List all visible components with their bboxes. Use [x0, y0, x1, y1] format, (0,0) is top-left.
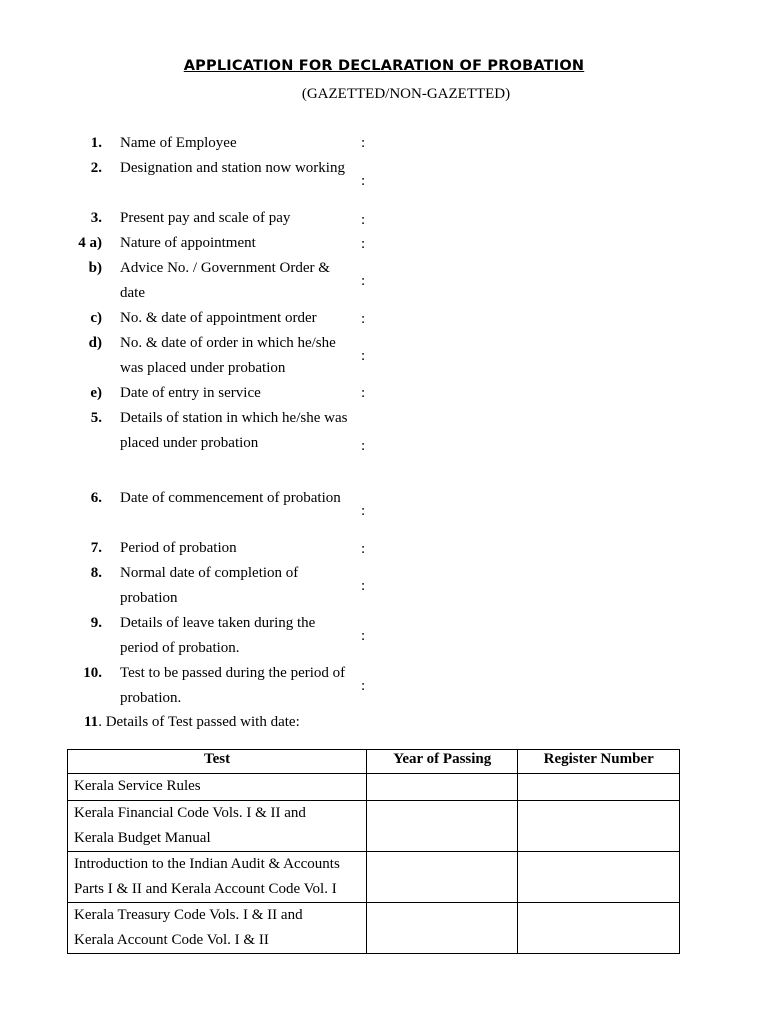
field-row-4c [0, 306, 768, 331]
test-name-cell: Kerala Treasury Code Vols. I & II and Kerala Account Code Vol. I & II [68, 903, 367, 954]
year-cell [367, 852, 518, 903]
field-number: c) [90, 310, 102, 326]
field-label: Details of leave taken during the period of probation. [120, 615, 316, 656]
field-number: d) [88, 335, 102, 351]
field-number: 7. [90, 540, 102, 556]
field-row-6 [0, 486, 768, 536]
field-label: Normal date of completion of probation [120, 565, 299, 606]
field-label: Designation and station now working [120, 160, 345, 176]
field-row-3 [0, 206, 768, 231]
field-colon: : [361, 311, 366, 327]
tests-table [67, 749, 680, 954]
field-colon: : [361, 578, 366, 594]
field-row-10 [0, 661, 768, 711]
register-cell [518, 852, 680, 903]
item-11-text: . Details of Test passed with date: [98, 714, 300, 730]
field-colon: : [361, 273, 366, 289]
field-number: e) [90, 385, 102, 401]
form-subtitle: (GAZETTED/NON-GAZETTED) [301, 86, 511, 102]
field-colon: : [361, 173, 366, 189]
field-row-2 [0, 156, 768, 206]
field-label: No. & date of order in which he/she was placed under probation [120, 335, 336, 376]
field-colon: : [361, 135, 366, 151]
field-label: Period of probation [120, 540, 237, 556]
register-cell [518, 903, 680, 954]
field-row-4d [0, 331, 768, 381]
test-name-cell: Introduction to the Indian Audit & Accounts Parts I & II and Kerala Account Code Vol. I [68, 852, 367, 903]
field-label: No. & date of appointment order [120, 310, 317, 326]
field-number: 5. [90, 410, 102, 426]
field-label: Name of Employee [120, 135, 237, 151]
field-number: 10. [83, 665, 102, 681]
field-label: Details of station in which he/she was placed under probation [120, 410, 348, 451]
field-label: Date of entry in service [120, 385, 261, 401]
field-row-5 [0, 406, 768, 481]
field-number: 4 a) [78, 235, 102, 251]
field-number: 8. [90, 565, 102, 581]
field-colon: : [361, 236, 366, 252]
table-header-row [68, 750, 680, 774]
field-number: 1. [90, 135, 102, 151]
column-header-register: Register Number [518, 750, 680, 774]
item-11-number: 11 [84, 714, 99, 730]
field-colon: : [361, 678, 366, 694]
field-row-1 [0, 131, 768, 156]
table-row [68, 774, 680, 801]
field-colon: : [361, 541, 366, 557]
column-header-test: Test [68, 750, 367, 774]
field-row-9 [0, 611, 768, 661]
field-number: 9. [90, 615, 102, 631]
field-number: b) [88, 260, 102, 276]
field-row-4a [0, 231, 768, 256]
table-row [68, 801, 680, 852]
field-colon: : [361, 438, 366, 454]
field-label: Nature of appointment [120, 235, 256, 251]
field-row-4e [0, 381, 768, 406]
field-label: Date of commencement of probation [120, 490, 341, 506]
field-number: 2. [90, 160, 102, 176]
field-label: Present pay and scale of pay [120, 210, 291, 226]
field-row-4b [0, 256, 768, 306]
table-row [68, 903, 680, 954]
field-label: Advice No. / Government Order & date [120, 260, 330, 301]
field-row-8 [0, 561, 768, 611]
year-cell [367, 903, 518, 954]
year-cell [367, 801, 518, 852]
field-row-7 [0, 536, 768, 561]
field-colon: : [361, 385, 366, 401]
form-title: APPLICATION FOR DECLARATION OF PROBATION [183, 58, 585, 74]
field-colon: : [361, 348, 366, 364]
field-colon: : [361, 628, 366, 644]
field-number: 3. [90, 210, 102, 226]
field-label: Test to be passed during the period of probation. [120, 665, 346, 706]
test-name-cell: Kerala Financial Code Vols. I & II and Kerala Budget Manual [68, 801, 367, 852]
test-name-cell: Kerala Service Rules [68, 774, 367, 801]
field-colon: : [361, 503, 366, 519]
register-cell [518, 774, 680, 801]
field-colon: : [361, 212, 366, 228]
register-cell [518, 801, 680, 852]
item-11-heading [84, 710, 300, 735]
table-row [68, 852, 680, 903]
column-header-year: Year of Passing [367, 750, 518, 774]
field-number: 6. [90, 490, 102, 506]
year-cell [367, 774, 518, 801]
